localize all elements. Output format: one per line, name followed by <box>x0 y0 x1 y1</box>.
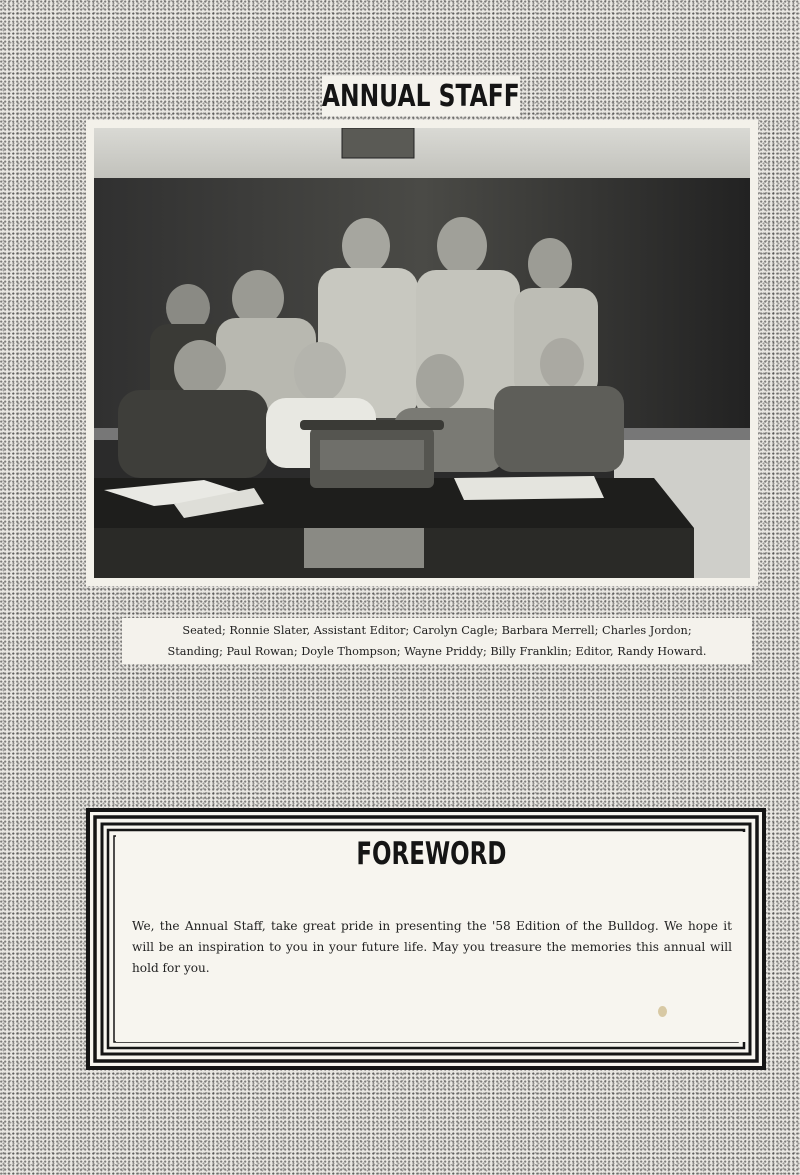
caption-seated-line: Seated; Ronnie Slater, Assistant Editor; Carolyn Cagle; Barbara Merrell; Charles Jordon; <box>182 624 692 637</box>
foreword-panel <box>116 832 746 1042</box>
paper-stain <box>658 1006 667 1017</box>
foreword-heading-text: FOREWORD <box>355 836 507 872</box>
page-title-box <box>322 76 520 116</box>
staff-photo-illustration <box>94 128 750 578</box>
foreword-body: We, the Annual Staff, take great pride in presenting the '58 Edition of the Bulldog. We hope it will be an inspiration to you in your future life. May you treasure the memories this annual will hold for you. <box>132 919 732 975</box>
foreword-heading <box>116 836 746 872</box>
staff-group-photo <box>94 128 750 578</box>
caption-standing-line: Standing; Paul Rowan; Doyle Thompson; Wayne Priddy; Billy Franklin; Editor, Randy Howard. <box>167 645 707 658</box>
photo-caption <box>122 618 752 664</box>
page-title: ANNUAL STAFF <box>322 78 520 114</box>
photo-frame <box>86 120 758 586</box>
